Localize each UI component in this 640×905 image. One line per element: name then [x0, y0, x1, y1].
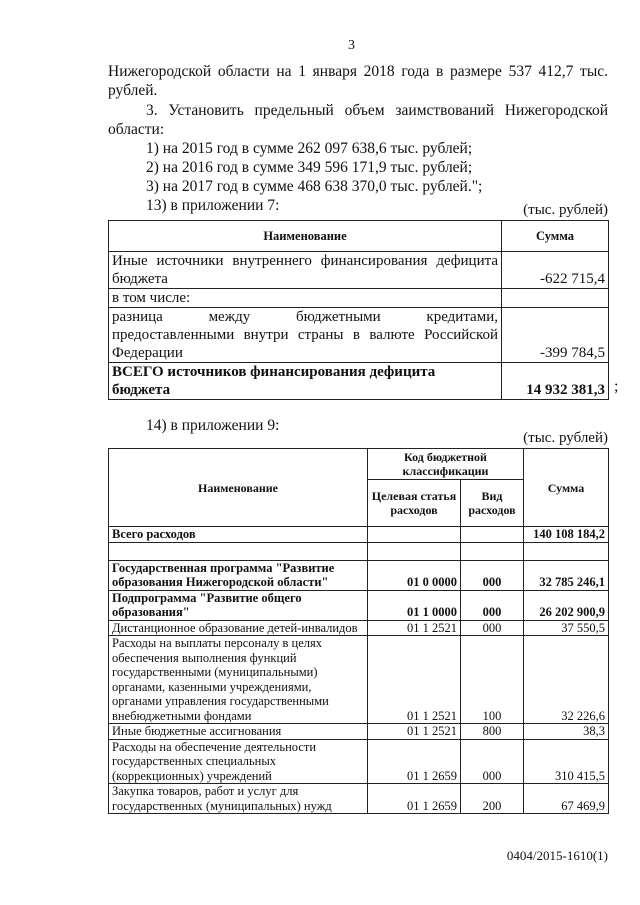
row-target-article: 01 1 2521 — [368, 724, 461, 740]
row-name: в том числе: — [109, 289, 502, 308]
row-name-line: ВСЕГО источников финансирования дефицита — [112, 364, 436, 380]
list-item: 3) на 2017 год в сумме 468 638 370,0 тыс. рублей."; — [146, 178, 483, 195]
row-sum: 26 202 900,9 — [524, 590, 609, 620]
table-row — [109, 739, 609, 784]
row-expense-type — [461, 542, 524, 560]
list-item: 14) в приложении 9: — [146, 417, 280, 434]
row-target-article: 01 1 2521 — [368, 636, 461, 724]
table-row — [109, 252, 609, 289]
paragraph-line: рублей. — [108, 82, 158, 99]
row-sum: 140 108 184,2 — [524, 527, 609, 543]
row-name: Закупка товаров, работ и услуг для государственных (муниципальных) нужд — [109, 784, 368, 814]
table-header-row — [109, 449, 609, 480]
row-name: Дистанционное образование детей-инвалидов — [109, 620, 368, 636]
table-row — [109, 542, 609, 560]
row-sum: 310 415,5 — [524, 739, 609, 784]
trailing-semicolon: ; — [614, 378, 619, 395]
table-row — [109, 620, 609, 636]
row-sum — [502, 289, 609, 308]
row-name-line: Иные источники внутреннего финансирования дефицита — [112, 253, 498, 269]
column-header-expense-type: Вид расходов — [461, 480, 524, 527]
row-expense-type: 800 — [461, 724, 524, 740]
row-name-line: Федерации — [112, 345, 183, 361]
row-sum: 38,3 — [524, 724, 609, 740]
row-sum: 14 932 381,3 — [502, 363, 609, 400]
row-expense-type — [461, 527, 524, 543]
appendix-9-table — [108, 448, 609, 814]
table-header-row — [109, 221, 609, 252]
table-row — [109, 784, 609, 814]
row-name-line: бюджета — [112, 382, 171, 398]
table-row — [109, 724, 609, 740]
row-expense-type: 000 — [461, 739, 524, 784]
row-name — [109, 542, 368, 560]
document-code: 0404/2015-1610(1) — [506, 848, 608, 863]
row-expense-type: 200 — [461, 784, 524, 814]
table-row — [109, 308, 609, 363]
paragraph-line: 3. Установить предельный объем заимствований Нижегородской — [146, 102, 608, 119]
row-name — [109, 363, 502, 400]
column-header-target-article: Целевая статья расходов — [368, 480, 461, 527]
row-name-line: предоставленными внутри страны в валюте Российской — [112, 327, 498, 343]
column-header-sum: Сумма — [524, 449, 609, 527]
list-item: 2) на 2016 год в сумме 349 596 171,9 тыс. рублей; — [146, 159, 473, 176]
table-row — [109, 560, 609, 590]
table-total-row — [109, 363, 609, 400]
row-expense-type: 000 — [461, 560, 524, 590]
row-sum: 32 226,6 — [524, 636, 609, 724]
row-target-article: 01 0 0000 — [368, 560, 461, 590]
column-header-name: Наименование — [109, 221, 502, 252]
row-name-line: разница между бюджетными кредитами, — [112, 309, 498, 325]
units-label: (тыс. рублей) — [523, 430, 608, 446]
table-row — [109, 289, 609, 308]
row-name — [109, 252, 502, 289]
row-sum: -399 784,5 — [502, 308, 609, 363]
list-item: 1) на 2015 год в сумме 262 097 638,6 тыс. рублей; — [146, 140, 473, 157]
appendix-7-table — [108, 220, 609, 400]
paragraph-line: Нижегородской области на 1 января 2018 года в размере 537 412,7 тыс. — [108, 63, 608, 80]
row-expense-type: 100 — [461, 636, 524, 724]
borrowing-paragraph — [108, 101, 608, 139]
row-name-line: бюджета — [112, 271, 168, 287]
row-name: Расходы на обеспечение деятельности государственных специальных (коррекционных) учреждений — [109, 739, 368, 784]
row-name: Всего расходов — [109, 527, 368, 543]
row-name: Расходы на выплаты персоналу в целях обеспечения выполнения функций государственными (муниципальными) органами, казенными учреждениями, органами управления государственными внебюджетными фондами — [109, 636, 368, 724]
row-name — [109, 308, 502, 363]
row-target-article: 01 1 2659 — [368, 739, 461, 784]
row-name: Подпрограмма "Развитие общего образования" — [109, 590, 368, 620]
row-name: Государственная программа "Развитие образования Нижегородской области" — [109, 560, 368, 590]
row-target-article: 01 1 2521 — [368, 620, 461, 636]
row-target-article — [368, 542, 461, 560]
column-header-sum: Сумма — [502, 221, 609, 252]
row-sum: 67 469,9 — [524, 784, 609, 814]
row-sum: 37 550,5 — [524, 620, 609, 636]
row-target-article: 01 1 2659 — [368, 784, 461, 814]
table-row — [109, 590, 609, 620]
row-name: Иные бюджетные ассигнования — [109, 724, 368, 740]
table-row — [109, 636, 609, 724]
row-target-article: 01 1 0000 — [368, 590, 461, 620]
row-expense-type: 000 — [461, 620, 524, 636]
column-header-code-group: Код бюджетной классификации — [368, 449, 524, 480]
row-sum — [524, 542, 609, 560]
row-target-article — [368, 527, 461, 543]
paragraph-line: области: — [108, 121, 165, 138]
row-expense-type: 000 — [461, 590, 524, 620]
row-sum: -622 715,4 — [502, 252, 609, 289]
list-item: 13) в приложении 7: — [146, 197, 280, 214]
row-sum: 32 785 246,1 — [524, 560, 609, 590]
units-label: (тыс. рублей) — [523, 202, 608, 218]
paragraph-continuation — [108, 62, 608, 100]
page-number: 3 — [348, 38, 355, 53]
table-row — [109, 527, 609, 543]
column-header-name: Наименование — [109, 449, 368, 527]
